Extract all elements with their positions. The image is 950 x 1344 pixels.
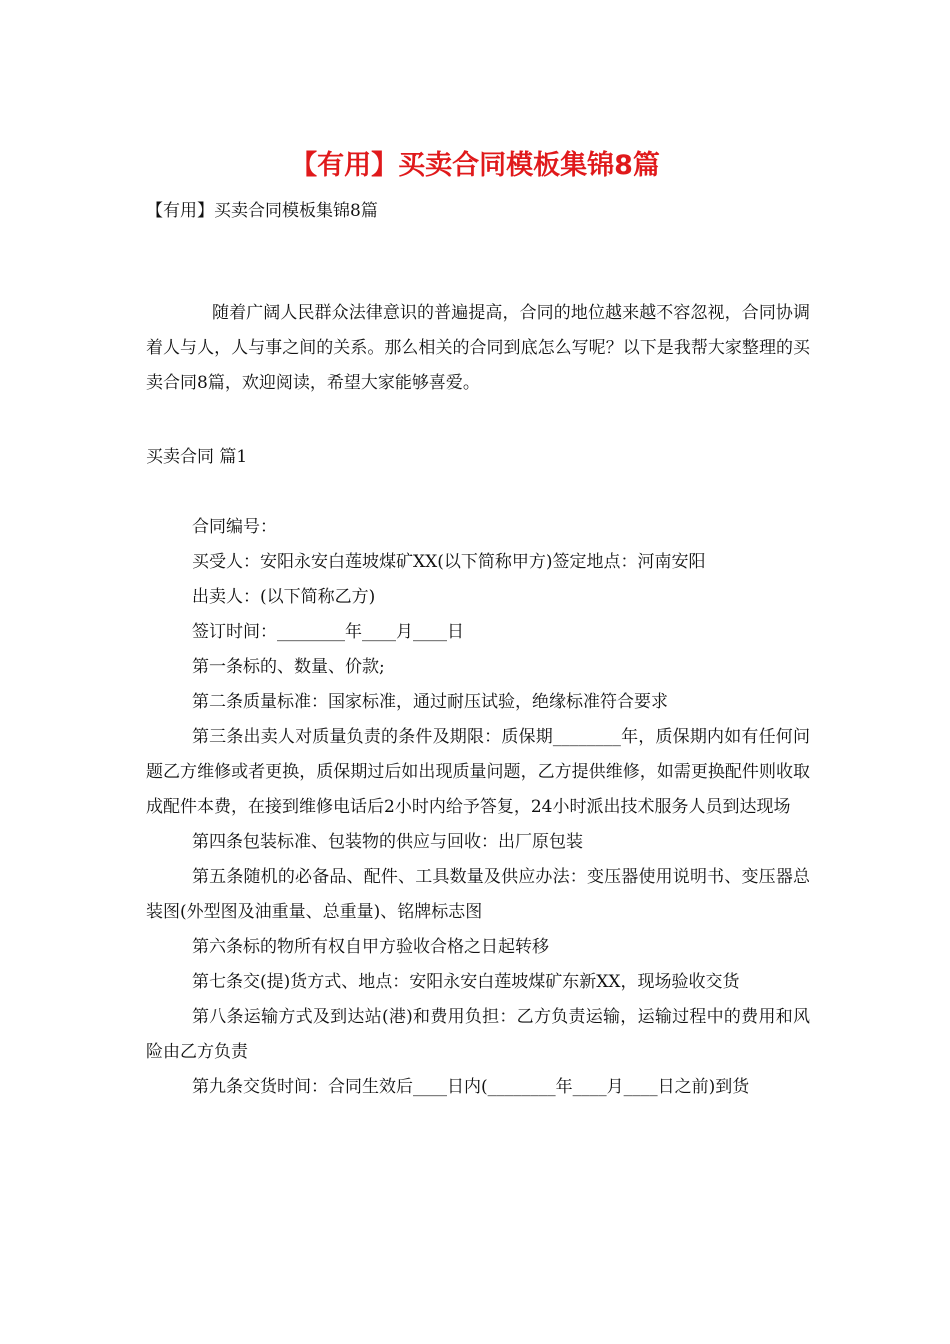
contract-line: 第六条标的物所有权自甲方验收合格之日起转移 xyxy=(192,937,549,957)
contract-line: 第一条标的、数量、价款; xyxy=(192,657,385,677)
contract-line: 出卖人：(以下简称乙方) xyxy=(192,587,376,607)
document-title: 【有用】买卖合同模板集锦8篇 xyxy=(290,150,660,181)
document-subtitle: 【有用】买卖合同模板集锦8篇 xyxy=(146,201,378,221)
contract-line: 签订时间：________年____月____日 xyxy=(192,622,464,642)
contract-line: 买受人：安阳永安白莲坡煤矿XX(以下简称甲方)签定地点：河南安阳 xyxy=(192,552,706,572)
contract-line: 第四条包装标准、包装物的供应与回收：出厂原包装 xyxy=(192,832,583,852)
contract-line: 第八条运输方式及到达站(港)和费用负担：乙方负责运输，运输过程中的费用和风险由乙方负责 xyxy=(146,1007,810,1062)
section-heading: 买卖合同 篇1 xyxy=(146,447,248,467)
contract-line: 第三条出卖人对质量负责的条件及期限：质保期________年，质保期内如有任何问题乙方维修或者更换，质保期过后如出现质量问题，乙方提供维修，如需更换配件则收取成配件本费，在接到维修电话后2小时内给予答复，24小时派出技术服务人员到达现场 xyxy=(146,727,810,817)
contract-body xyxy=(146,510,810,1105)
intro-paragraph: 随着广阔人民群众法律意识的普遍提高，合同的地位越来越不容忽视，合同协调着人与人，人与事之间的关系。那么相关的合同到底怎么写呢？以下是我帮大家整理的买卖合同8篇，欢迎阅读，希望大家能够喜爱。 xyxy=(146,303,810,393)
contract-line: 合同编号： xyxy=(192,517,277,537)
contract-line: 第九条交货时间：合同生效后____日内(________年____月____日之前)到货 xyxy=(192,1077,750,1097)
contract-line: 第七条交(提)货方式、地点：安阳永安白莲坡煤矿东新XX，现场验收交货 xyxy=(192,972,740,992)
contract-line: 第五条随机的必备品、配件、工具数量及供应办法：变压器使用说明书、变压器总装图(外型图及油重量、总重量)、铭牌标志图 xyxy=(146,867,810,922)
contract-line: 第二条质量标准：国家标准，通过耐压试验，绝缘标准符合要求 xyxy=(192,692,668,712)
